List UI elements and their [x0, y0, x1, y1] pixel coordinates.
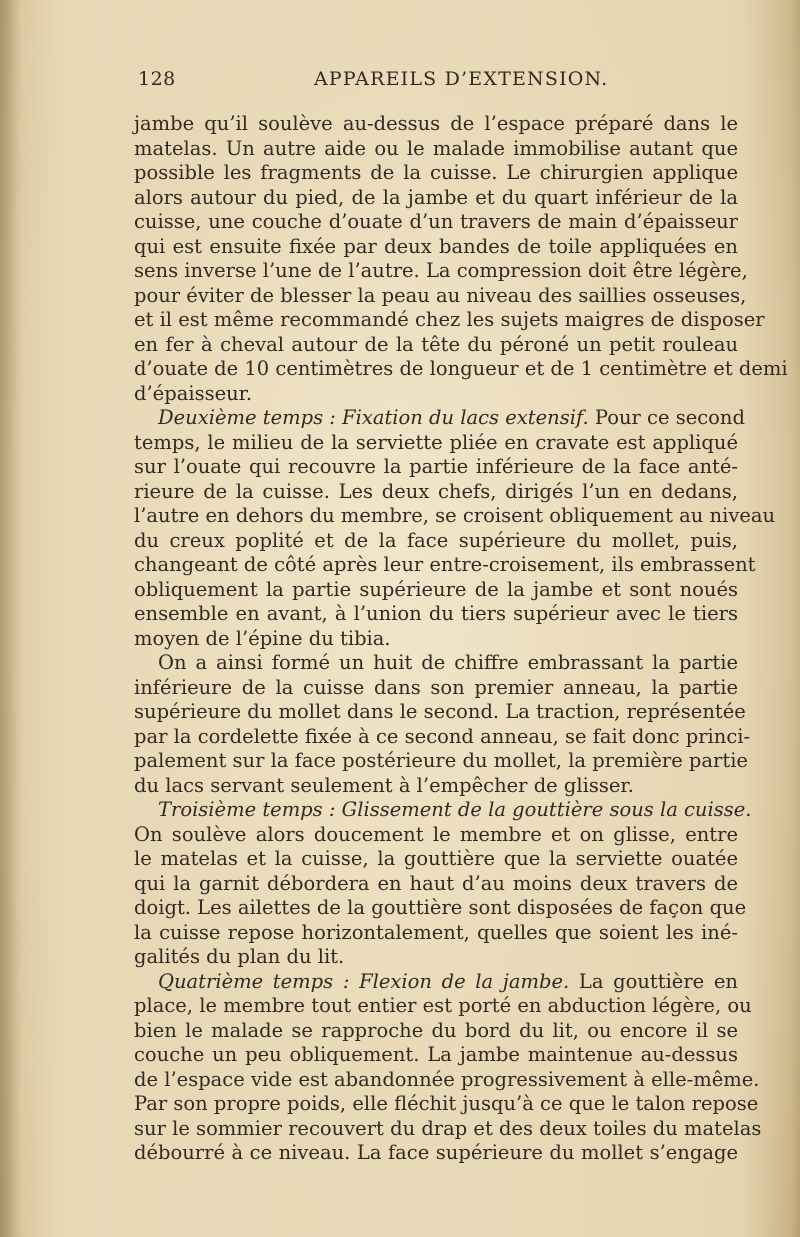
text-run: moyen de l’épine du tibia.	[134, 626, 391, 650]
text-run: qui est ensuite fixée par deux bandes de toile appliquées en	[134, 234, 738, 258]
text-line	[134, 1043, 738, 1068]
text-run: sur le sommier recouvert du drap et des deux toiles du matelas	[134, 1116, 762, 1140]
text-run: La gouttière en	[569, 969, 738, 993]
text-run: d’épaisseur.	[134, 381, 253, 405]
text-line	[134, 798, 752, 823]
text-run: du creux poplité et de la face supérieure du mollet, puis,	[134, 528, 738, 552]
text-line	[134, 308, 765, 333]
text-line	[134, 1067, 760, 1093]
text-line	[134, 1141, 738, 1166]
text-run: de l’espace vide est abandonnée progressivement à elle-même.	[134, 1067, 760, 1091]
text-line	[134, 357, 788, 382]
text-line	[134, 382, 738, 407]
text-line	[134, 504, 776, 529]
text-run: ensemble en avant, à l’union du tiers supérieur avec le tiers	[134, 602, 738, 625]
text-run: cuisse, une couche d’ouate d’un travers de main d’épaisseur	[134, 210, 738, 233]
text-run: palement sur la face postérieure du mollet, la première partie	[134, 749, 748, 772]
italic-heading: Quatrième temps : Flexion de la jambe.	[158, 969, 570, 993]
text-run: sens inverse l’une de l’autre. La compression doit être légère,	[134, 259, 748, 282]
text-line	[134, 700, 746, 725]
text-line	[134, 994, 752, 1019]
text-line	[134, 210, 738, 235]
text-run: du lacs servant seulement à l’empêcher de glisser.	[134, 773, 634, 797]
text-line	[134, 283, 747, 309]
text-line	[134, 651, 738, 676]
text-line	[134, 749, 748, 774]
text-line	[134, 529, 738, 554]
text-line	[134, 724, 751, 750]
text-line	[134, 627, 738, 652]
text-line	[134, 186, 738, 211]
page-edge-shadow	[0, 0, 22, 1237]
text-run: le matelas et la cuisse, la gouttière que la serviette ouatée	[134, 847, 738, 870]
text-run: jambe qu’il soulève au-dessus de l’espace préparé dans le	[134, 112, 738, 135]
text-run: d’ouate de 10 centimètres de longueur et de 1 centimètre et demi	[134, 357, 788, 380]
text-line	[134, 553, 756, 578]
text-run: rieure de la cuisse. Les deux chefs, dirigés l’un en dedans,	[134, 479, 738, 503]
text-line	[134, 872, 738, 897]
text-line	[134, 333, 738, 358]
text-line	[134, 431, 738, 456]
text-run: temps, le milieu de la serviette pliée en cravate est appliqué	[134, 430, 738, 454]
text-line	[134, 1092, 759, 1117]
text-run: supérieure du mollet dans le second. La traction, représentée	[134, 700, 746, 723]
text-run: alors autour du pied, de la jambe et du quart inférieur de la	[134, 185, 738, 209]
text-line	[134, 137, 738, 162]
text-run: l’autre en dehors du membre, se croisent obliquement au niveau	[134, 504, 776, 527]
text-run: changeant de côté après leur entre-croisement, ils embrassent	[134, 553, 756, 576]
text-run: bien le malade se rapproche du bord du lit, ou encore il se	[134, 1018, 738, 1042]
text-line	[134, 847, 738, 872]
text-run: On soulève alors doucement le membre et on glisse, entre	[134, 822, 738, 846]
text-run: inférieure de la cuisse dans son premier anneau, la partie	[134, 675, 738, 699]
text-run: place, le membre tout entier est porté en abduction légère, ou	[134, 994, 752, 1017]
text-run: galités du plan du lit.	[134, 945, 345, 968]
text-run: doigt. Les ailettes de la gouttière sont disposées de façon que	[134, 896, 747, 919]
text-run: la cuisse repose horizontalement, quelles que soient les iné-	[134, 920, 738, 944]
text-run: qui la garnit débordera en haut d’au moins deux travers de	[134, 871, 738, 895]
text-line	[134, 1116, 762, 1142]
text-line	[134, 676, 738, 701]
text-run: Pour ce second	[588, 406, 745, 429]
text-line	[134, 602, 738, 627]
text-line	[134, 823, 738, 848]
text-run: On a ainsi formé un huit de chiffre embrassant la partie	[158, 651, 738, 674]
text-line	[134, 774, 738, 799]
text-line	[134, 161, 738, 186]
italic-heading: Troisième temps : Glissement de la gouttière sous la cuisse.	[158, 798, 752, 821]
header-title: APPAREILS D’EXTENSION.	[314, 68, 609, 90]
text-run: et il est même recommandé chez les sujets maigres de disposer	[134, 308, 765, 331]
text-line	[134, 945, 738, 970]
text-run: possible les fragments de la cuisse. Le chirurgien applique	[134, 161, 738, 184]
text-run: couche un peu obliquement. La jambe maintenue au-dessus	[134, 1043, 738, 1066]
text-run: sur l’ouate qui recouvre la partie inférieure de la face anté-	[134, 455, 738, 478]
text-line	[134, 970, 738, 995]
text-line	[134, 455, 738, 480]
text-line	[134, 112, 738, 137]
text-run: matelas. Un autre aide ou le malade immobilise autant que	[134, 136, 738, 160]
page-number: 128	[138, 68, 176, 90]
running-header	[138, 68, 738, 98]
text-run: Par son propre poids, elle fléchit jusqu’à ce que le talon repose	[134, 1092, 759, 1115]
text-run: pour éviter de blesser la peau au niveau des saillies osseuses,	[134, 283, 747, 307]
text-line	[134, 235, 738, 260]
text-line	[134, 896, 747, 921]
text-run: débourré à ce niveau. La face supérieure du mollet s’engage	[134, 1141, 738, 1164]
text-line	[134, 406, 745, 431]
text-run: par la cordelette fixée à ce second anneau, se fait donc princi-	[134, 724, 751, 748]
text-line	[134, 578, 738, 603]
body-text	[134, 112, 788, 1166]
text-run: en fer à cheval autour de la tête du péroné un petit rouleau	[134, 332, 738, 356]
text-line	[134, 1019, 738, 1044]
text-line	[134, 259, 748, 284]
text-line	[134, 921, 738, 946]
text-line	[134, 480, 738, 505]
italic-heading: Deuxième temps : Fixation du lacs extensif.	[158, 406, 589, 429]
text-run: obliquement la partie supérieure de la jambe et sont noués	[134, 577, 738, 601]
